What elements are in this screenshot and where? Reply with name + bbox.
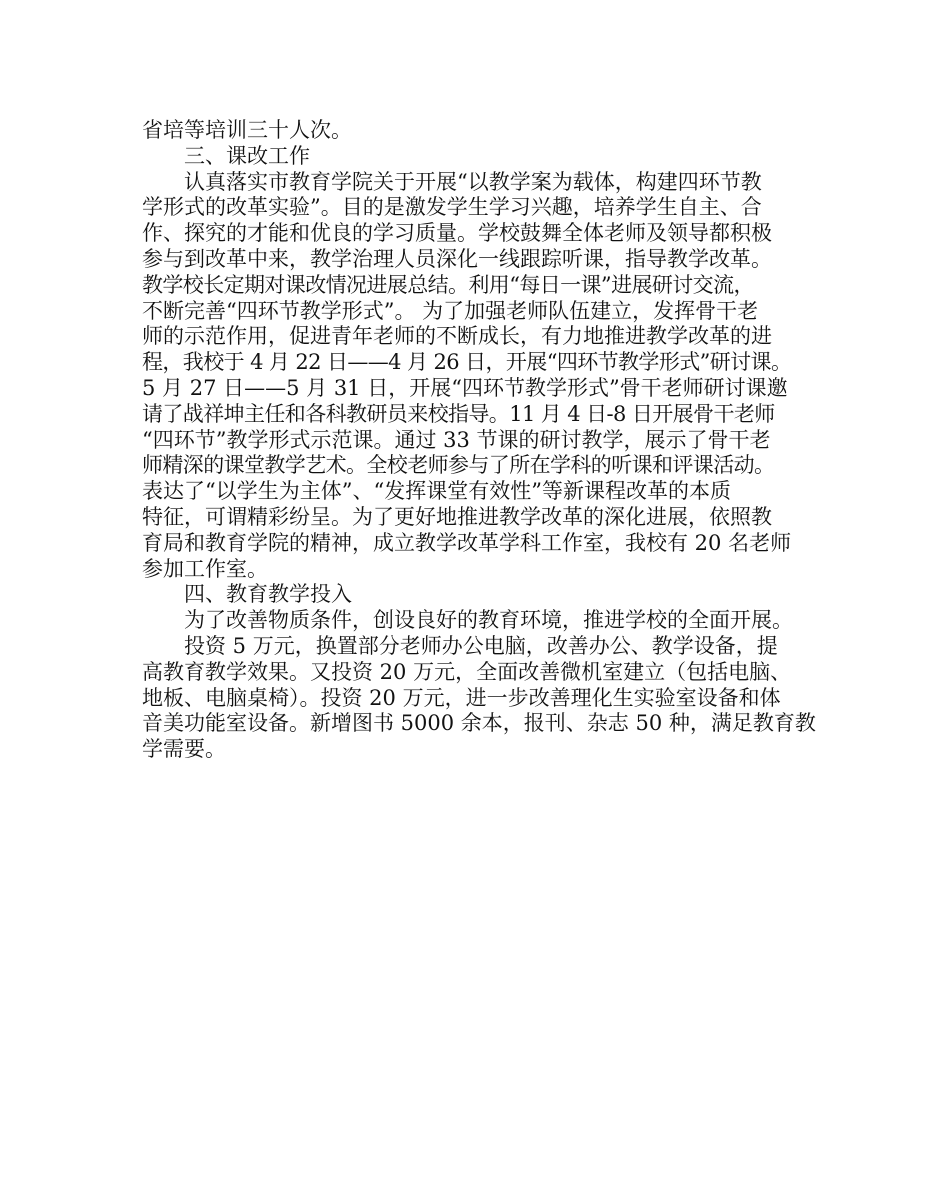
text-line: 参与到改革中来，教学治理人员深化一线跟踪听课，指导教学改革。 (142, 246, 772, 271)
text-line: 教学校长定期对课改情况进展总结。利用“每日一课”进展研讨交流， (142, 272, 754, 297)
text-line: 参加工作室。 (142, 556, 268, 581)
text-line: 学形式的改革实验”。目的是激发学生学习兴趣，培养学生自主、合 (142, 195, 762, 220)
text-line: “四环节”教学形式示范课。通过 33 节课的研讨教学，展示了骨干老 (142, 427, 771, 452)
text-line: 程，我校于 4 月 22 日——4 月 26 日，开展“四环节教学形式”研讨课。 (142, 350, 792, 375)
text-line: 不断完善“四环节教学形式”。 为了加强老师队伍建立，发挥骨干老 (142, 298, 759, 323)
text-line: 认真落实市教育学院关于开展“以教学案为载体，构建四环节教 (184, 169, 762, 194)
text-line: 地板、电脑桌椅）。投资 20 万元，进一步改善理化生实验室设备和体 (142, 685, 781, 710)
text-line: 音美功能室设备。新增图书 5000 余本，报刊、杂志 50 种，满足教育教 (142, 711, 816, 736)
section-heading: 四、教育教学投入 (184, 582, 352, 607)
text-line: 投资 5 万元，换置部分老师办公电脑，改善办公、教学设备，提 (184, 633, 778, 658)
text-line: 师的示范作用，促进青年老师的不断成长，有力地推进教学改革的进 (142, 324, 772, 349)
text-line: 省培等培训三十人次。 (142, 118, 352, 142)
text-line: 育局和教育学院的精神，成立教学改革学科工作室，我校有 20 名老师 (142, 530, 792, 555)
text-line: 学需要。 (142, 737, 226, 762)
text-line: 为了改善物质条件，创设良好的教育环境，推进学校的全面开展。 (184, 608, 793, 633)
text-line: 特征，可谓精彩纷呈。为了更好地推进教学改革的深化进展，依照教 (142, 504, 772, 529)
section-heading: 三、课改工作 (184, 143, 310, 168)
document-page (142, 118, 816, 763)
text-line: 5 月 27 日——5 月 31 日，开展“四环节教学形式”骨干老师研讨课邀 (142, 375, 788, 400)
text-line: 表达了“以学生为主体”、“发挥课堂有效性”等新课程改革的本质 (142, 479, 731, 504)
text-line: 高教育教学效果。又投资 20 万元，全面改善微机室建立（包括电脑、 (142, 659, 792, 684)
text-line: 请了战祥坤主任和各科教研员来校指导。11 月 4 日-8 日开展骨干老师 (142, 401, 775, 426)
text-line: 师精深的课堂教学艺术。全校老师参与了所在学科的听课和评课活动。 (142, 453, 775, 478)
text-line: 作、探究的才能和优良的学习质量。学校鼓舞全体老师及领导都积极 (142, 221, 772, 246)
